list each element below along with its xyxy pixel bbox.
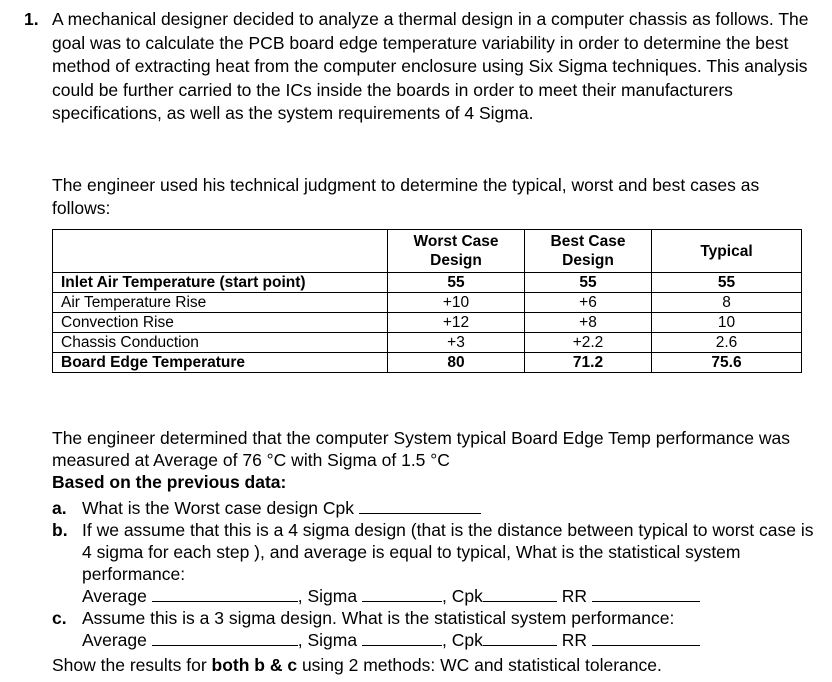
answer-a-blank[interactable] xyxy=(359,497,481,514)
question-a-label: a. xyxy=(52,498,67,518)
answer-line-c: Average , Sigma , Cpk RR xyxy=(52,629,822,651)
answer-line-b: Average , Sigma , Cpk RR xyxy=(52,585,822,607)
cpk-label: Cpk xyxy=(451,630,483,650)
cpk-c-blank[interactable] xyxy=(483,629,557,646)
table-row xyxy=(53,333,802,353)
worst-value: +12 xyxy=(388,313,525,333)
worst-value: +3 xyxy=(388,333,525,353)
based-on-heading: Based on the previous data: xyxy=(52,472,287,492)
question-a-text: What is the Worst case design Cpk xyxy=(82,498,355,518)
average-b-blank[interactable] xyxy=(152,585,298,602)
best-value: +8 xyxy=(525,313,652,333)
best-value: +6 xyxy=(525,293,652,313)
best-value: +2.2 xyxy=(525,333,652,353)
table-header-best: Best Case Design xyxy=(525,230,652,273)
sigma-c-blank[interactable] xyxy=(362,629,442,646)
question-list xyxy=(52,497,822,651)
footer-post: using 2 methods: WC and statistical tolerance. xyxy=(297,655,662,675)
table-row xyxy=(53,273,802,293)
problem-number: 1. xyxy=(24,9,39,29)
measurement-block xyxy=(52,427,812,493)
sigma-b-blank[interactable] xyxy=(362,585,442,602)
rr-c-blank[interactable] xyxy=(592,629,700,646)
row-label: Air Temperature Rise xyxy=(53,293,388,313)
table-header-typical: Typical xyxy=(652,230,802,273)
question-c xyxy=(52,607,822,629)
table-header-row xyxy=(53,230,802,273)
question-a xyxy=(52,497,822,519)
worst-value: 55 xyxy=(388,273,525,293)
question-b-label: b. xyxy=(52,520,68,540)
footer-bold: both b & c xyxy=(211,655,298,675)
table-row xyxy=(53,313,802,333)
average-label: Average xyxy=(82,586,147,606)
sigma-label: Sigma xyxy=(307,586,358,606)
best-value: 55 xyxy=(525,273,652,293)
cpk-b-blank[interactable] xyxy=(483,585,557,602)
typical-value: 75.6 xyxy=(652,353,802,373)
table-header-blank xyxy=(53,230,388,273)
footer-pre: Show the results for xyxy=(52,655,212,675)
footer-instruction xyxy=(52,654,662,676)
best-value: 71.2 xyxy=(525,353,652,373)
typical-value: 55 xyxy=(652,273,802,293)
table-header-worst: Worst Case Design xyxy=(388,230,525,273)
rr-label: RR xyxy=(561,630,587,650)
measurement-text: The engineer determined that the computer System typical Board Edge Temp performance was measured at Average of 76 °C with Sigma of 1.5 °C xyxy=(52,428,790,470)
table-row xyxy=(53,353,802,373)
cases-table xyxy=(52,229,802,373)
row-label: Inlet Air Temperature (start point) xyxy=(53,273,388,293)
average-c-blank[interactable] xyxy=(152,629,298,646)
cpk-label: Cpk xyxy=(451,586,483,606)
row-label: Board Edge Temperature xyxy=(53,353,388,373)
worst-value: +10 xyxy=(388,293,525,313)
row-label: Chassis Conduction xyxy=(53,333,388,353)
question-c-label: c. xyxy=(52,608,67,628)
worst-value: 80 xyxy=(388,353,525,373)
sigma-label: Sigma xyxy=(307,630,358,650)
typical-value: 2.6 xyxy=(652,333,802,353)
question-b xyxy=(52,519,822,585)
rr-b-blank[interactable] xyxy=(592,585,700,602)
typical-value: 10 xyxy=(652,313,802,333)
table-row xyxy=(53,293,802,313)
question-b-text: If we assume that this is a 4 sigma design (that is the distance between typical to worst case is 4 sigma for each step ), and average is equal to typical, What is the statistical system performance: xyxy=(82,520,814,584)
question-c-text: Assume this is a 3 sigma design. What is the statistical system performance: xyxy=(82,608,675,628)
problem-intro xyxy=(24,8,814,123)
intro-text: A mechanical designer decided to analyze a thermal design in a computer chassis as follows. The goal was to calculate the PCB board edge temperature variability in order to determine the best method of extracting heat from the computer enclosure using Six Sigma techniques. This analysis could be further carried to the ICs inside the boards in order to meet their manufacturers specifications, as well as the system requirements of 4 Sigma. xyxy=(52,9,809,123)
average-label: Average xyxy=(82,630,147,650)
typical-value: 8 xyxy=(652,293,802,313)
rr-label: RR xyxy=(561,586,587,606)
row-label: Convection Rise xyxy=(53,313,388,333)
engineer-text: The engineer used his technical judgment to determine the typical, worst and best cases as follows: xyxy=(52,175,760,218)
